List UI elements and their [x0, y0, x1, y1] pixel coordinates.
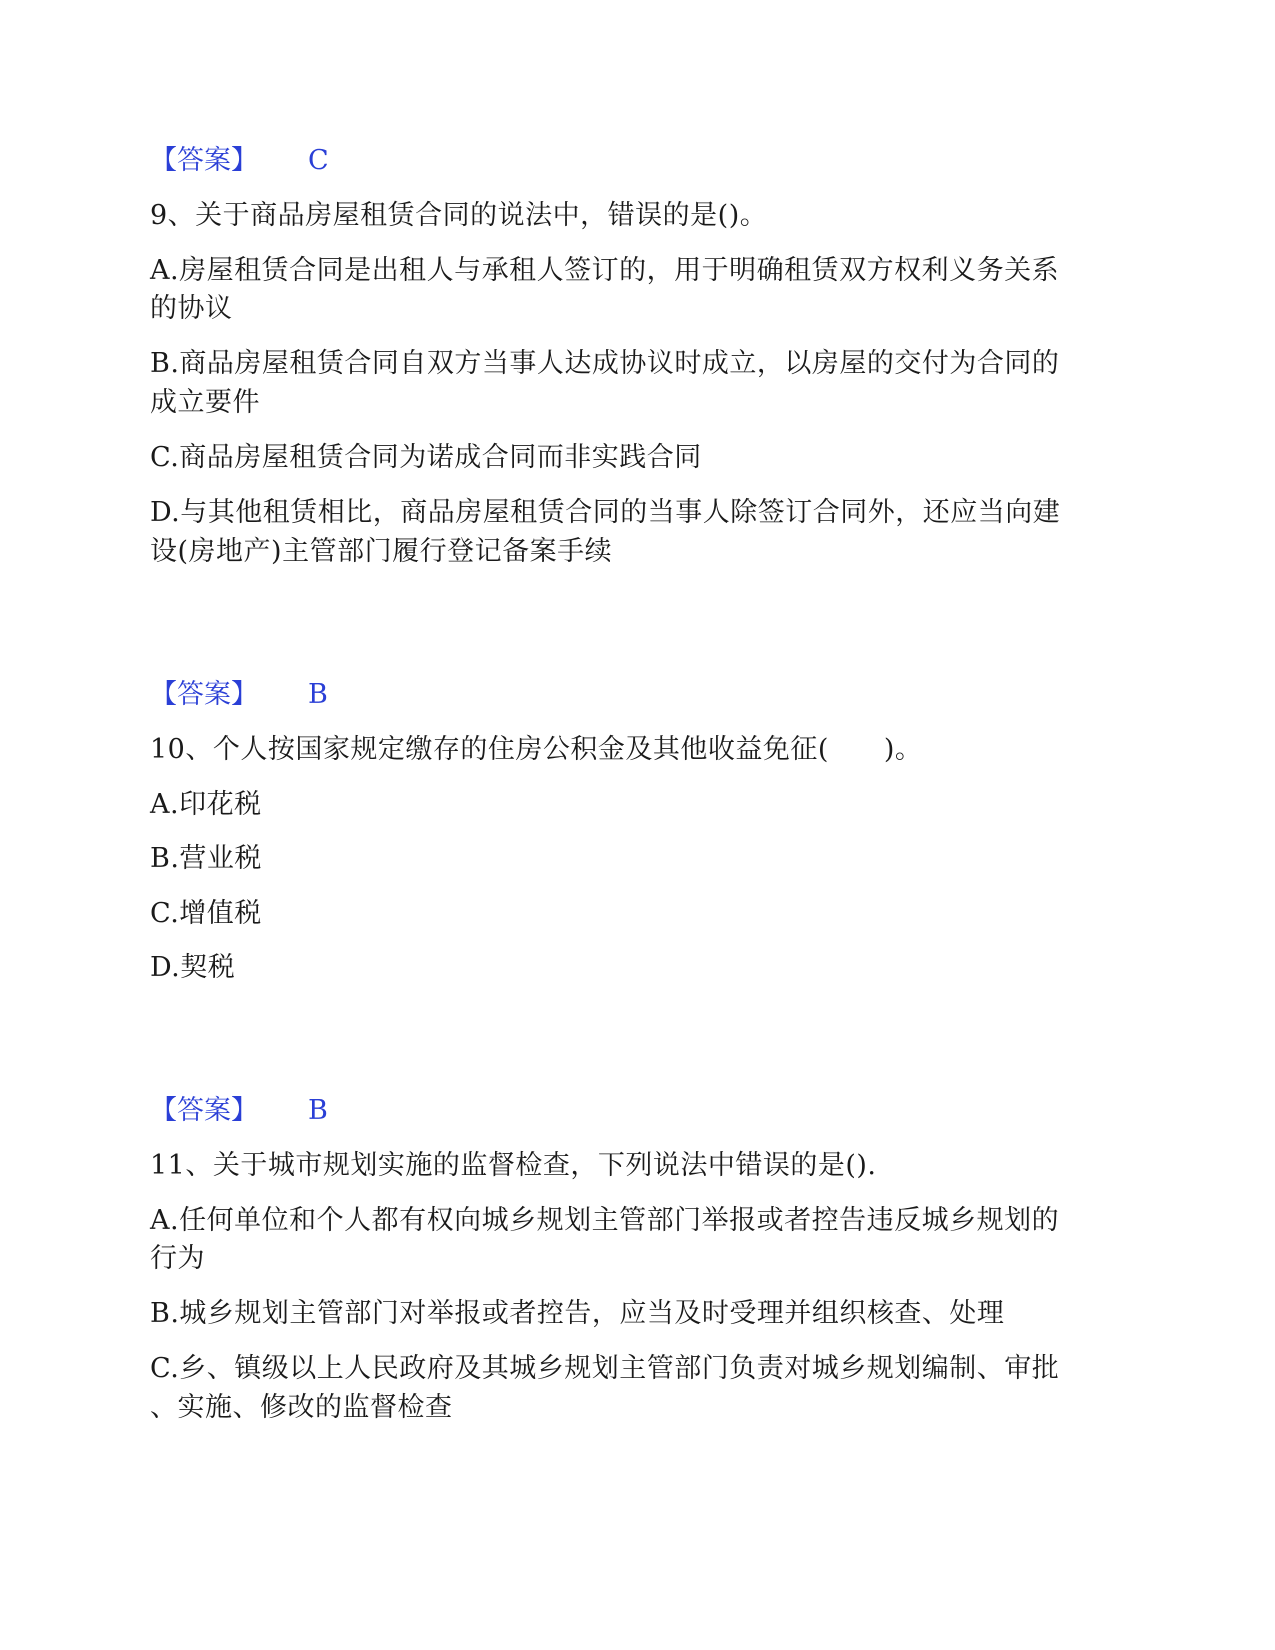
answer-value: B	[308, 679, 328, 710]
q9-option-a-line1: A.房屋租赁合同是出租人与承租人签订的，用于明确租赁双方权利义务关系	[150, 255, 1060, 286]
question-10: 10、个人按国家规定缴存的住房公积金及其他收益免征( )。	[150, 734, 923, 765]
answer-line-q10	[150, 1093, 328, 1129]
answer-label: 【答案】	[150, 145, 258, 176]
question-11: 11、关于城市规划实施的监督检查，下列说法中错误的是().	[150, 1150, 877, 1181]
answer-label: 【答案】	[150, 1095, 258, 1126]
q11-option-c-line1: C.乡、镇级以上人民政府及其城乡规划主管部门负责对城乡规划编制、审批	[150, 1353, 1060, 1384]
q10-option-d: D.契税	[150, 952, 236, 983]
q10-option-a: A.印花税	[150, 789, 262, 820]
q9-option-c: C.商品房屋租赁合同为诺成合同而非实践合同	[150, 442, 702, 473]
answer-value: B	[308, 1095, 328, 1126]
answer-value: C	[308, 145, 329, 176]
q11-option-c-line2: 、实施、修改的监督检查	[150, 1392, 453, 1423]
q11-option-a-line1: A.任何单位和个人都有权向城乡规划主管部门举报或者控告违反城乡规划的	[150, 1205, 1060, 1236]
q11-option-b: B.城乡规划主管部门对举报或者控告，应当及时受理并组织核查、处理	[150, 1298, 1005, 1329]
q10-option-c: C.增值税	[150, 898, 262, 929]
q9-option-b-line2: 成立要件	[150, 387, 260, 418]
q11-option-a-line2: 行为	[150, 1243, 205, 1274]
answer-line-q9	[150, 677, 328, 713]
q9-option-a-line2: 的协议	[150, 293, 233, 324]
question-9: 9、关于商品房屋租赁合同的说法中，错误的是()。	[150, 200, 768, 231]
q9-option-d-line1: D.与其他租赁相比，商品房屋租赁合同的当事人除签订合同外，还应当向建	[150, 497, 1061, 528]
answer-line-q8	[150, 143, 329, 179]
answer-label: 【答案】	[150, 679, 258, 710]
q9-option-d-line2: 设(房地产)主管部门履行登记备案手续	[150, 536, 613, 567]
q10-option-b: B.营业税	[150, 843, 262, 874]
q9-option-b-line1: B.商品房屋租赁合同自双方当事人达成协议时成立，以房屋的交付为合同的	[150, 348, 1060, 379]
